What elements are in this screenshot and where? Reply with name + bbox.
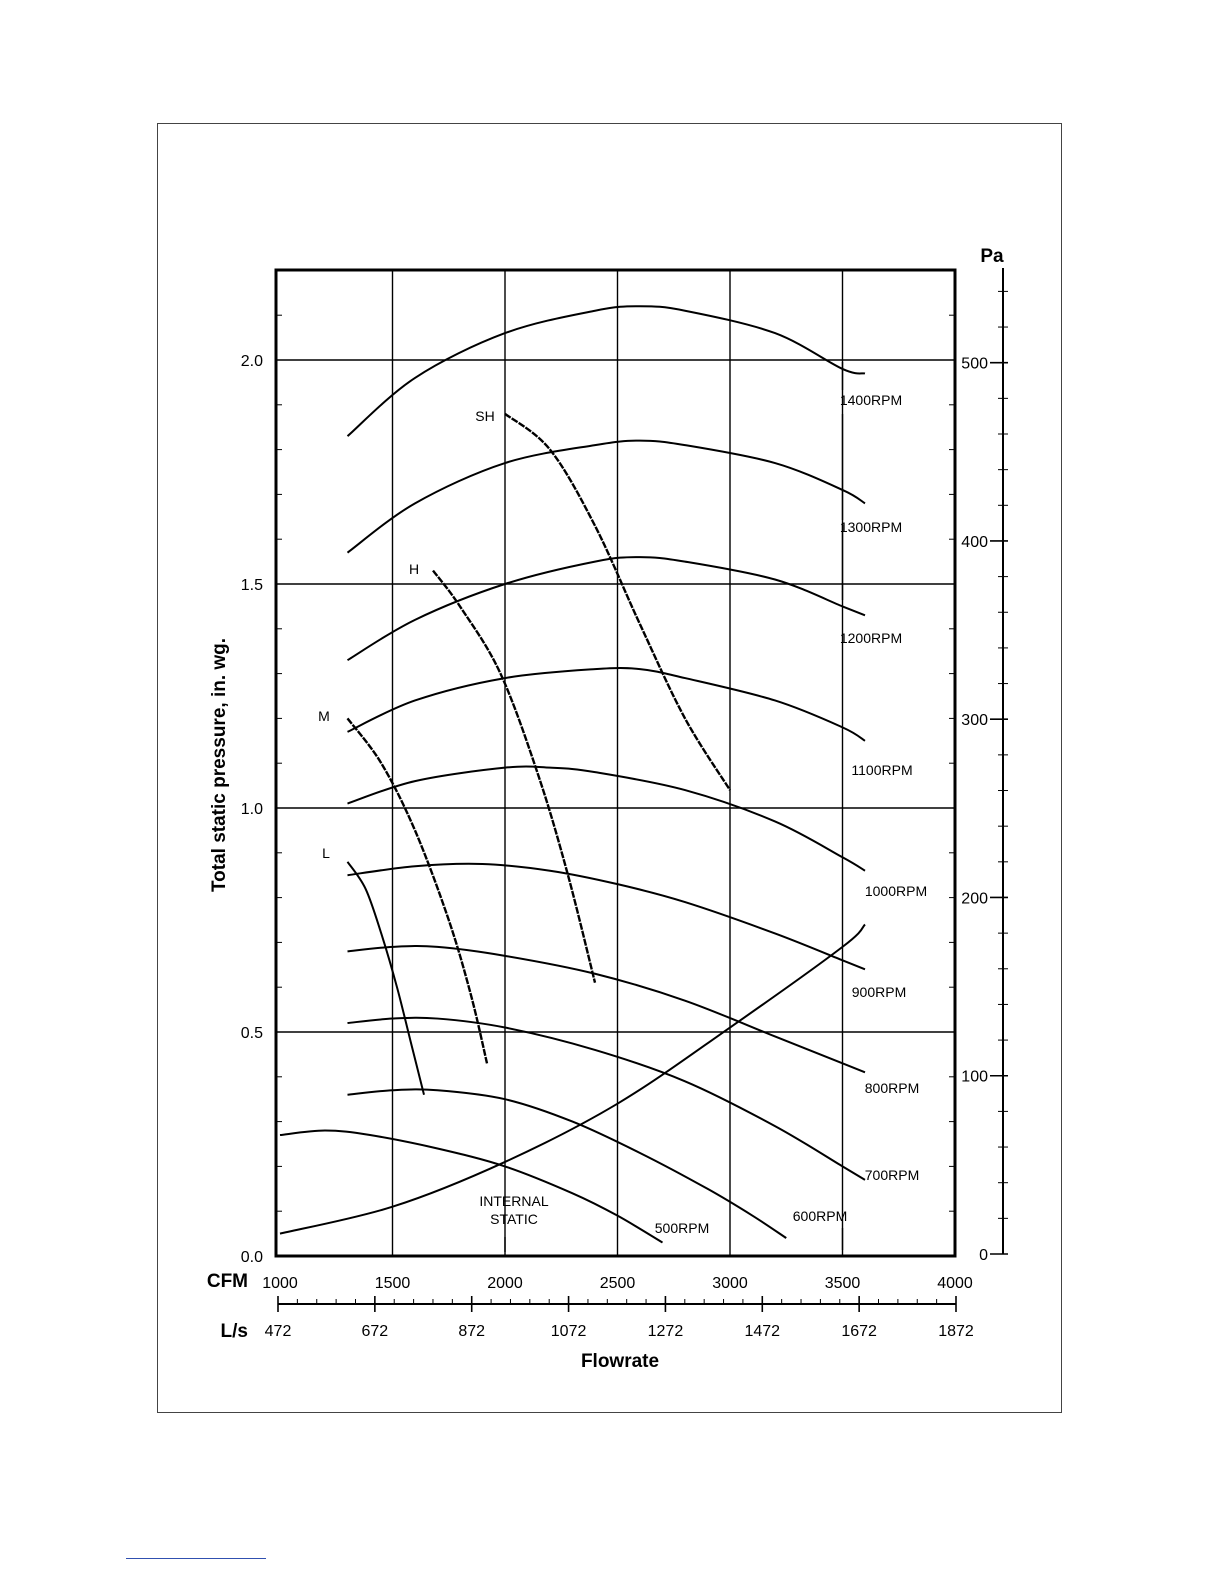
x-primary-unit: CFM xyxy=(206,1271,248,1292)
x-tick-label: 1000 xyxy=(262,1275,298,1292)
y2-tick-label: 300 xyxy=(961,712,988,730)
x-tick-label: 2500 xyxy=(599,1275,636,1292)
y-tick-label: 1.0 xyxy=(240,801,263,818)
series-h xyxy=(433,571,595,983)
series-1300rpm xyxy=(348,441,866,553)
rpm-label: 1300RPM xyxy=(839,519,903,535)
rpm-label: 1100RPM xyxy=(851,762,913,778)
rpm-label: 600RPM xyxy=(792,1208,848,1224)
y2-tick-label: 200 xyxy=(961,890,988,908)
x-tick-label: 2000 xyxy=(487,1275,523,1292)
y2-tick-label: 500 xyxy=(961,355,988,373)
curves xyxy=(280,306,865,1242)
series-m xyxy=(348,718,488,1063)
rpm-label: 900RPM xyxy=(851,984,907,1000)
x2-tick-label: 872 xyxy=(458,1323,486,1340)
series-600rpm xyxy=(348,1089,787,1238)
series-internal-static xyxy=(280,924,865,1233)
series-900rpm xyxy=(348,864,866,970)
x-tick-label: 3500 xyxy=(824,1275,861,1292)
internal-static-label: STATIC xyxy=(490,1211,538,1227)
speed-label: M xyxy=(318,708,330,724)
x2-tick-label: 472 xyxy=(264,1323,292,1340)
x2-tick-label: 1272 xyxy=(647,1323,684,1340)
x-tick-label: 1500 xyxy=(374,1275,411,1292)
x-tick-label: 3000 xyxy=(712,1275,748,1292)
y2-axis-unit: Pa xyxy=(980,246,1004,267)
series-500rpm xyxy=(280,1131,663,1243)
internal-static-label: INTERNAL xyxy=(479,1193,549,1209)
y2-tick-label: 400 xyxy=(961,533,988,551)
speed-label: SH xyxy=(475,408,495,424)
rpm-label: 1200RPM xyxy=(839,630,903,646)
series-1400rpm xyxy=(348,306,866,436)
series-1200rpm xyxy=(348,557,866,660)
x2-tick-label: 672 xyxy=(361,1323,389,1340)
y2-tick-label: 100 xyxy=(961,1068,988,1086)
y-tick-label: 2.0 xyxy=(240,353,263,370)
speed-label: H xyxy=(408,561,420,577)
x-axis-title: Flowrate xyxy=(580,1351,660,1372)
y2-tick-label: 0 xyxy=(979,1247,988,1264)
y-tick-label: 1.5 xyxy=(240,577,263,594)
series-l xyxy=(348,862,425,1095)
x2-tick-label: 1472 xyxy=(744,1323,781,1340)
rpm-label: 1000RPM xyxy=(864,883,928,899)
x-tick-label: 4000 xyxy=(937,1275,973,1292)
y-tick-label: 0.0 xyxy=(240,1249,263,1266)
x2-tick-label: 1672 xyxy=(841,1323,877,1340)
x2-tick-label: 1872 xyxy=(938,1323,974,1340)
x-secondary-unit: L/s xyxy=(220,1321,248,1342)
speed-label: L xyxy=(322,845,330,861)
rpm-label: 800RPM xyxy=(864,1080,920,1096)
y-tick-label: 0.5 xyxy=(240,1025,263,1042)
labels xyxy=(241,353,988,1340)
rpm-label: 1400RPM xyxy=(839,392,903,408)
rpm-label: 500RPM xyxy=(654,1220,710,1236)
rpm-label: 700RPM xyxy=(864,1167,920,1183)
y-axis-title: Total static pressure, in. wg. xyxy=(209,637,230,893)
x2-tick-label: 1072 xyxy=(550,1323,587,1340)
series-1100rpm xyxy=(348,668,866,741)
